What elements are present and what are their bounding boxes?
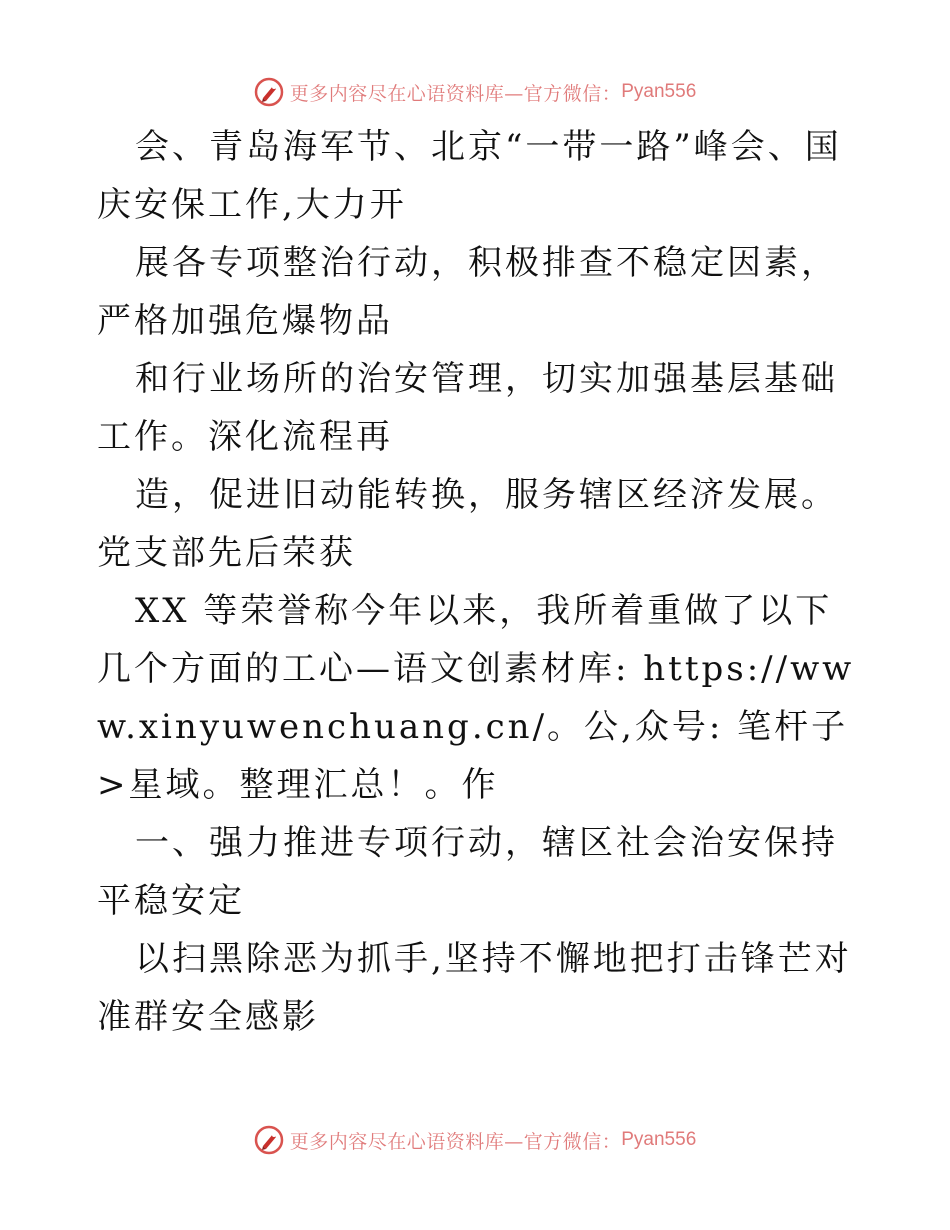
header-watermark-text: 更多内容尽在心语资料库—官方微信：	[289, 82, 622, 105]
document-body	[97, 118, 857, 1046]
header-watermark-banner	[0, 72, 950, 112]
footer-watermark-banner	[0, 1120, 950, 1160]
section-heading: 一、强力推进专项行动，辖区社会治安保持平稳安定	[97, 823, 838, 921]
paragraph: XX 等荣誉称今年以来，我所着重做了以下几个方面的工心—语文创素材库: https://www.xinyuwenchuang.cn/。公,众号: 笔杆子>星域。整理汇总！。作	[97, 591, 855, 805]
paragraph: 会、青岛海军节、北京“一带一路”峰会、国庆安保工作,大力开	[97, 127, 842, 225]
footer-watermark-handle: Pyan556	[621, 1129, 697, 1150]
paragraph: 和行业场所的治安管理，切实加强基层基础工作。深化流程再	[97, 359, 838, 457]
header-watermark-handle: Pyan556	[621, 81, 697, 102]
paragraph: 造，促进旧动能转换，服务辖区经济发展。党支部先后荣获	[97, 475, 838, 573]
ink-pen-logo-icon	[254, 1125, 284, 1155]
paragraph: 以扫黑除恶为抓手,坚持不懈地把打击锋芒对准群安全感影	[97, 939, 852, 1037]
paragraph: 展各专项整治行动，积极排查不稳定因素，严格加强危爆物品	[97, 243, 838, 341]
footer-watermark-text: 更多内容尽在心语资料库—官方微信：	[289, 1130, 622, 1153]
ink-pen-logo-icon	[254, 77, 284, 107]
